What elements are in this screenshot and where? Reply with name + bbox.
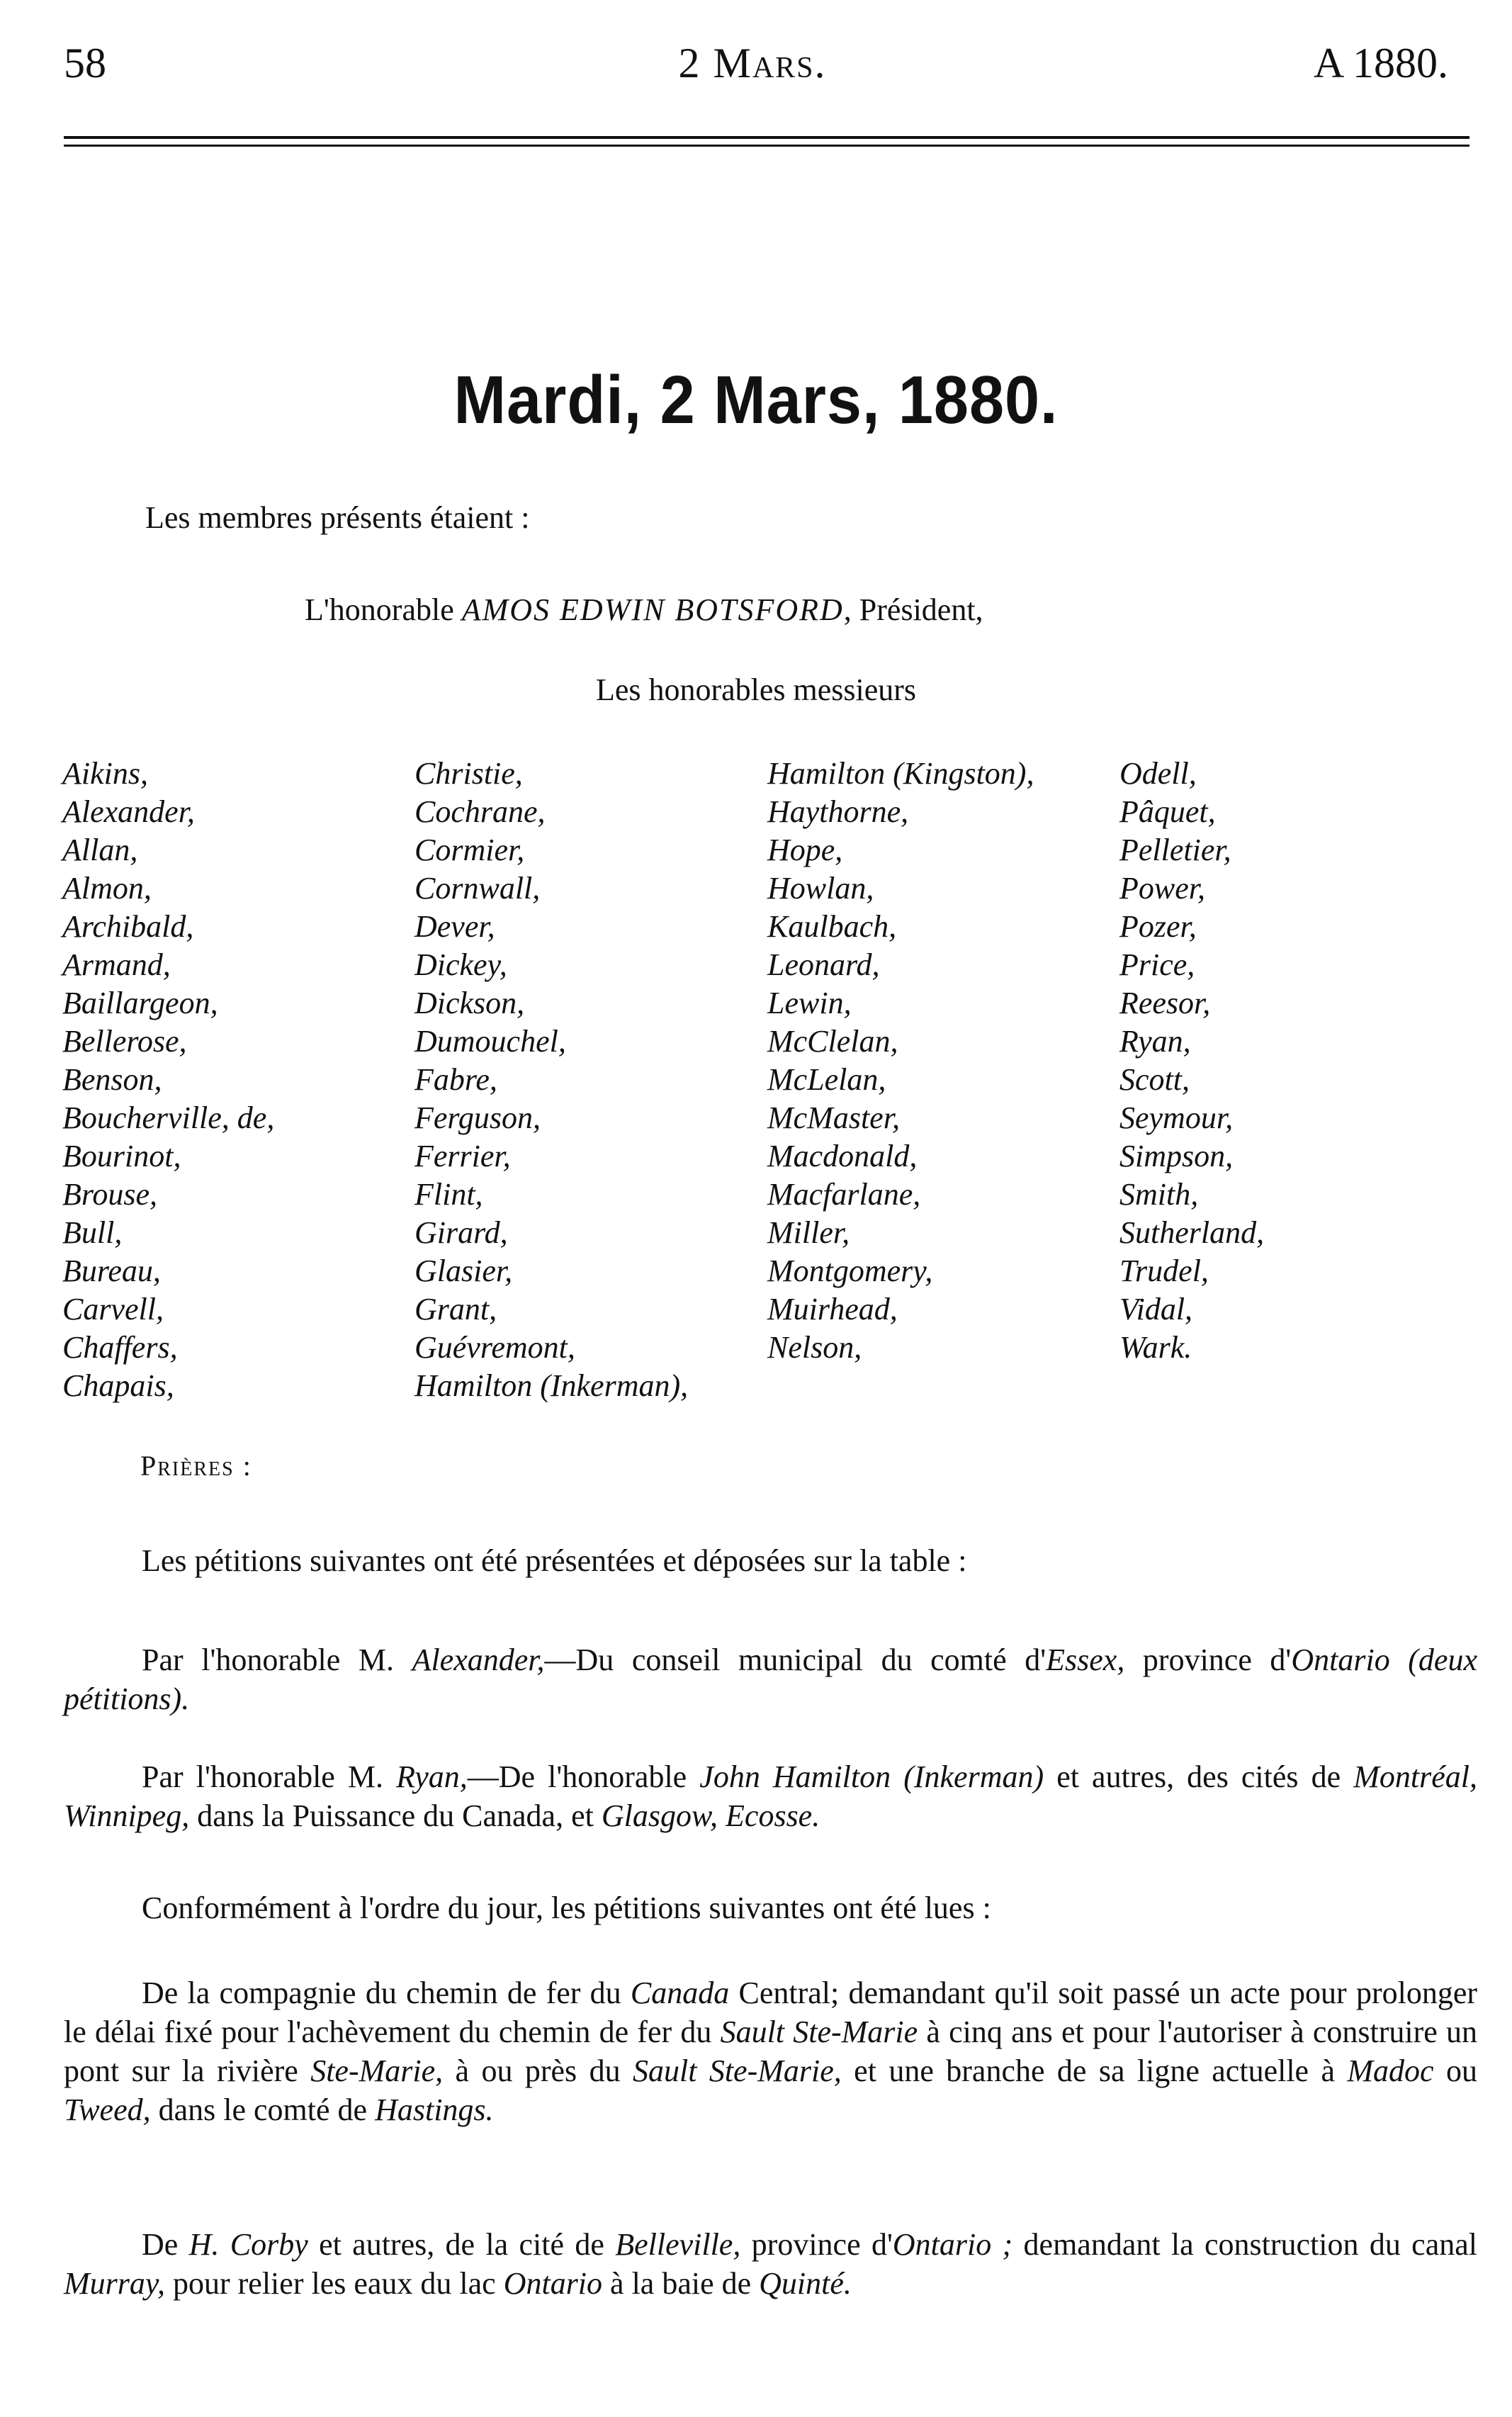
member-name: Bourinot, (62, 1139, 181, 1173)
member-name: Dever, (414, 909, 495, 944)
member-name: Miller, (767, 1215, 850, 1250)
member-name: Ryan, (1119, 1024, 1191, 1059)
member-name: Almon, (62, 871, 152, 906)
text-segment: Par l'honorable M. (142, 1643, 412, 1677)
president-name: AMOS EDWIN BOTSFORD (461, 592, 844, 627)
member-name: Hamilton (Inkerman), (414, 1368, 689, 1403)
text-segment: et autres, des cités de (1044, 1759, 1354, 1794)
member-name: Wark. (1119, 1330, 1192, 1365)
text-segment: Sault Ste-Marie, (632, 2053, 842, 2088)
paragraph-corby-petition (64, 2225, 1477, 2303)
paragraph-petitions-presented (64, 1541, 1477, 1580)
text-segment: Murray, (64, 2266, 165, 2301)
member-name: Vidal, (1119, 1292, 1193, 1326)
member-name: Odell, (1119, 756, 1197, 791)
text-segment: Montréal, Winnipeg, (64, 1759, 1477, 1833)
member-name: Boucherville, de, (62, 1100, 275, 1135)
member-name: Trudel, (1119, 1253, 1209, 1288)
text-segment: Quinté. (759, 2266, 852, 2301)
member-name: Carvell, (62, 1292, 164, 1326)
member-name: Macdonald, (767, 1139, 918, 1173)
member-name: Ferrier, (414, 1139, 511, 1173)
member-name: Chaffers, (62, 1330, 178, 1365)
members-intro: Les membres présents étaient : (145, 500, 530, 535)
president-line (305, 592, 983, 628)
member-name: Ferguson, (414, 1100, 541, 1135)
member-name: Price, (1119, 947, 1195, 982)
text-segment: demandant la construction du canal (1012, 2227, 1477, 2262)
text-segment: ou (1433, 2053, 1477, 2088)
member-name: Bureau, (62, 1253, 161, 1288)
member-name: Bull, (62, 1215, 123, 1250)
text-segment: pour relier les eaux du lac (165, 2266, 504, 2301)
member-name: Benson, (62, 1062, 162, 1097)
member-name: Grant, (414, 1292, 497, 1326)
text-segment: De la compagnie du chemin de fer du (142, 1976, 631, 2010)
member-name: Fabre, (414, 1062, 497, 1097)
paragraph-text: Les pétitions suivantes ont été présentées et déposées sur la table : (142, 1543, 967, 1578)
paragraph-order-of-day (64, 1888, 1477, 1927)
member-name: Haythorne, (767, 794, 909, 829)
member-name: Dickson, (414, 986, 525, 1020)
text-segment: De (142, 2227, 189, 2262)
text-segment: Par l'honorable M. (142, 1759, 397, 1794)
text-segment: Ontario (1291, 1643, 1390, 1677)
member-name: Hope, (767, 833, 843, 867)
member-name: Aikins, (62, 756, 148, 791)
paragraph-canada-central-petition (64, 1973, 1477, 2129)
text-segment: province d' (740, 2227, 893, 2262)
member-name: Archibald, (62, 909, 194, 944)
text-segment: Ste-Marie, (310, 2053, 444, 2088)
member-name: Guévremont, (414, 1330, 575, 1365)
paragraph-ryan-petition (64, 1757, 1477, 1835)
text-segment: (deux pétitions). (64, 1643, 1477, 1716)
text-segment: John Hamilton (Inkerman) (699, 1759, 1044, 1794)
member-name: Pelletier, (1119, 833, 1231, 867)
text-segment: Ontario ; (892, 2227, 1013, 2262)
text-segment: à cinq ans et pour l'autoriser à construire un pont sur la rivière (64, 2015, 1477, 2088)
member-name: Baillargeon, (62, 986, 218, 1020)
text-segment: à la baie de (602, 2266, 760, 2301)
member-name: Girard, (414, 1215, 508, 1250)
members-list (0, 755, 1512, 1407)
text-segment: Sault Ste-Marie (720, 2015, 918, 2049)
text-segment: Hastings. (375, 2092, 494, 2127)
text-segment: Madoc (1347, 2053, 1434, 2088)
member-name: McClelan, (767, 1024, 898, 1059)
text-segment: —Du conseil municipal du comté d' (544, 1643, 1046, 1677)
member-name: Alexander, (62, 794, 195, 829)
page-title: Mardi, 2 Mars, 1880. (453, 362, 1059, 438)
text-segment: Ontario (503, 2266, 603, 2301)
member-name: Allan, (62, 833, 138, 867)
member-name: Dickey, (414, 947, 507, 982)
member-name: Power, (1119, 871, 1205, 906)
member-name: Lewin, (767, 986, 852, 1020)
text-segment: et autres, de la cité de (308, 2227, 616, 2262)
text-segment: Essex, (1046, 1643, 1125, 1677)
members-column-3 (767, 755, 1034, 1367)
header-rule-top (64, 136, 1469, 139)
member-name: McLelan, (767, 1062, 886, 1097)
page-number: 58 (64, 40, 106, 86)
text-segment: Central; demandant qu'il soit passé un acte pour prolonger le délai fixé pour l'achèvement du chemin de fer du (64, 1976, 1478, 2049)
member-name: Glasier, (414, 1253, 513, 1288)
text-segment: —De l'honorable (467, 1759, 700, 1794)
text-segment: Tweed, (64, 2092, 151, 2127)
member-name: Seymour, (1119, 1100, 1234, 1135)
member-name: Cornwall, (414, 871, 541, 906)
text-segment: H. Corby (188, 2227, 308, 2262)
text-segment: dans le comté de (150, 2092, 376, 2127)
paragraph-text: Conformément à l'ordre du jour, les pétitions suivantes ont été lues : (142, 1891, 991, 1925)
text-segment: dans la Puissance du Canada, et (189, 1798, 602, 1833)
member-name: Howlan, (767, 871, 874, 906)
members-column-1 (62, 755, 274, 1405)
member-name: Dumouchel, (414, 1024, 566, 1059)
member-name: Pâquet, (1119, 794, 1216, 829)
text-segment: Canada (630, 1976, 730, 2010)
member-name: Brouse, (62, 1177, 158, 1212)
text-segment: Ryan, (396, 1759, 468, 1794)
honorables-heading: Les honorables messieurs (595, 672, 917, 707)
member-name: Macfarlane, (767, 1177, 921, 1212)
running-head: 2 Mars. (678, 40, 827, 86)
members-column-4 (1119, 755, 1264, 1367)
member-name: Hamilton (Kingston), (767, 756, 1034, 791)
text-segment: Alexander, (412, 1643, 545, 1677)
text-segment: et une branche de sa ligne actuelle à (841, 2053, 1348, 2088)
paragraph-alexander-petition (64, 1640, 1477, 1718)
member-name: Kaulbach, (767, 909, 897, 944)
member-name: Muirhead, (767, 1292, 898, 1326)
member-name: Simpson, (1119, 1139, 1234, 1173)
member-name: Scott, (1119, 1062, 1190, 1097)
member-name: Smith, (1119, 1177, 1199, 1212)
text-segment: Glasgow, Ecosse. (601, 1798, 820, 1833)
member-name: Cormier, (414, 833, 525, 867)
president-prefix: L'honorable (305, 592, 454, 627)
member-name: Leonard, (767, 947, 880, 982)
prayers-heading: Prières : (140, 1450, 252, 1482)
president-suffix: , Président, (843, 592, 983, 627)
member-name: Montgomery, (767, 1253, 933, 1288)
member-name: Flint, (414, 1177, 483, 1212)
members-column-2 (414, 755, 688, 1405)
member-name: Sutherland, (1119, 1215, 1265, 1250)
member-name: Reesor, (1119, 986, 1211, 1020)
text-segment: à ou près du (443, 2053, 633, 2088)
member-name: Pozer, (1119, 909, 1197, 944)
member-name: Christie, (414, 756, 523, 791)
member-name: Nelson, (767, 1330, 862, 1365)
text-segment: Belleville, (615, 2227, 741, 2262)
member-name: Chapais, (62, 1368, 174, 1403)
header-year: A 1880. (1313, 40, 1448, 86)
text-segment: province d' (1124, 1643, 1292, 1677)
member-name: Cochrane, (414, 794, 546, 829)
member-name: McMaster, (767, 1100, 900, 1135)
page-header (57, 39, 1448, 103)
header-rule-bottom (64, 145, 1469, 147)
member-name: Armand, (62, 947, 171, 982)
member-name: Bellerose, (62, 1024, 187, 1059)
